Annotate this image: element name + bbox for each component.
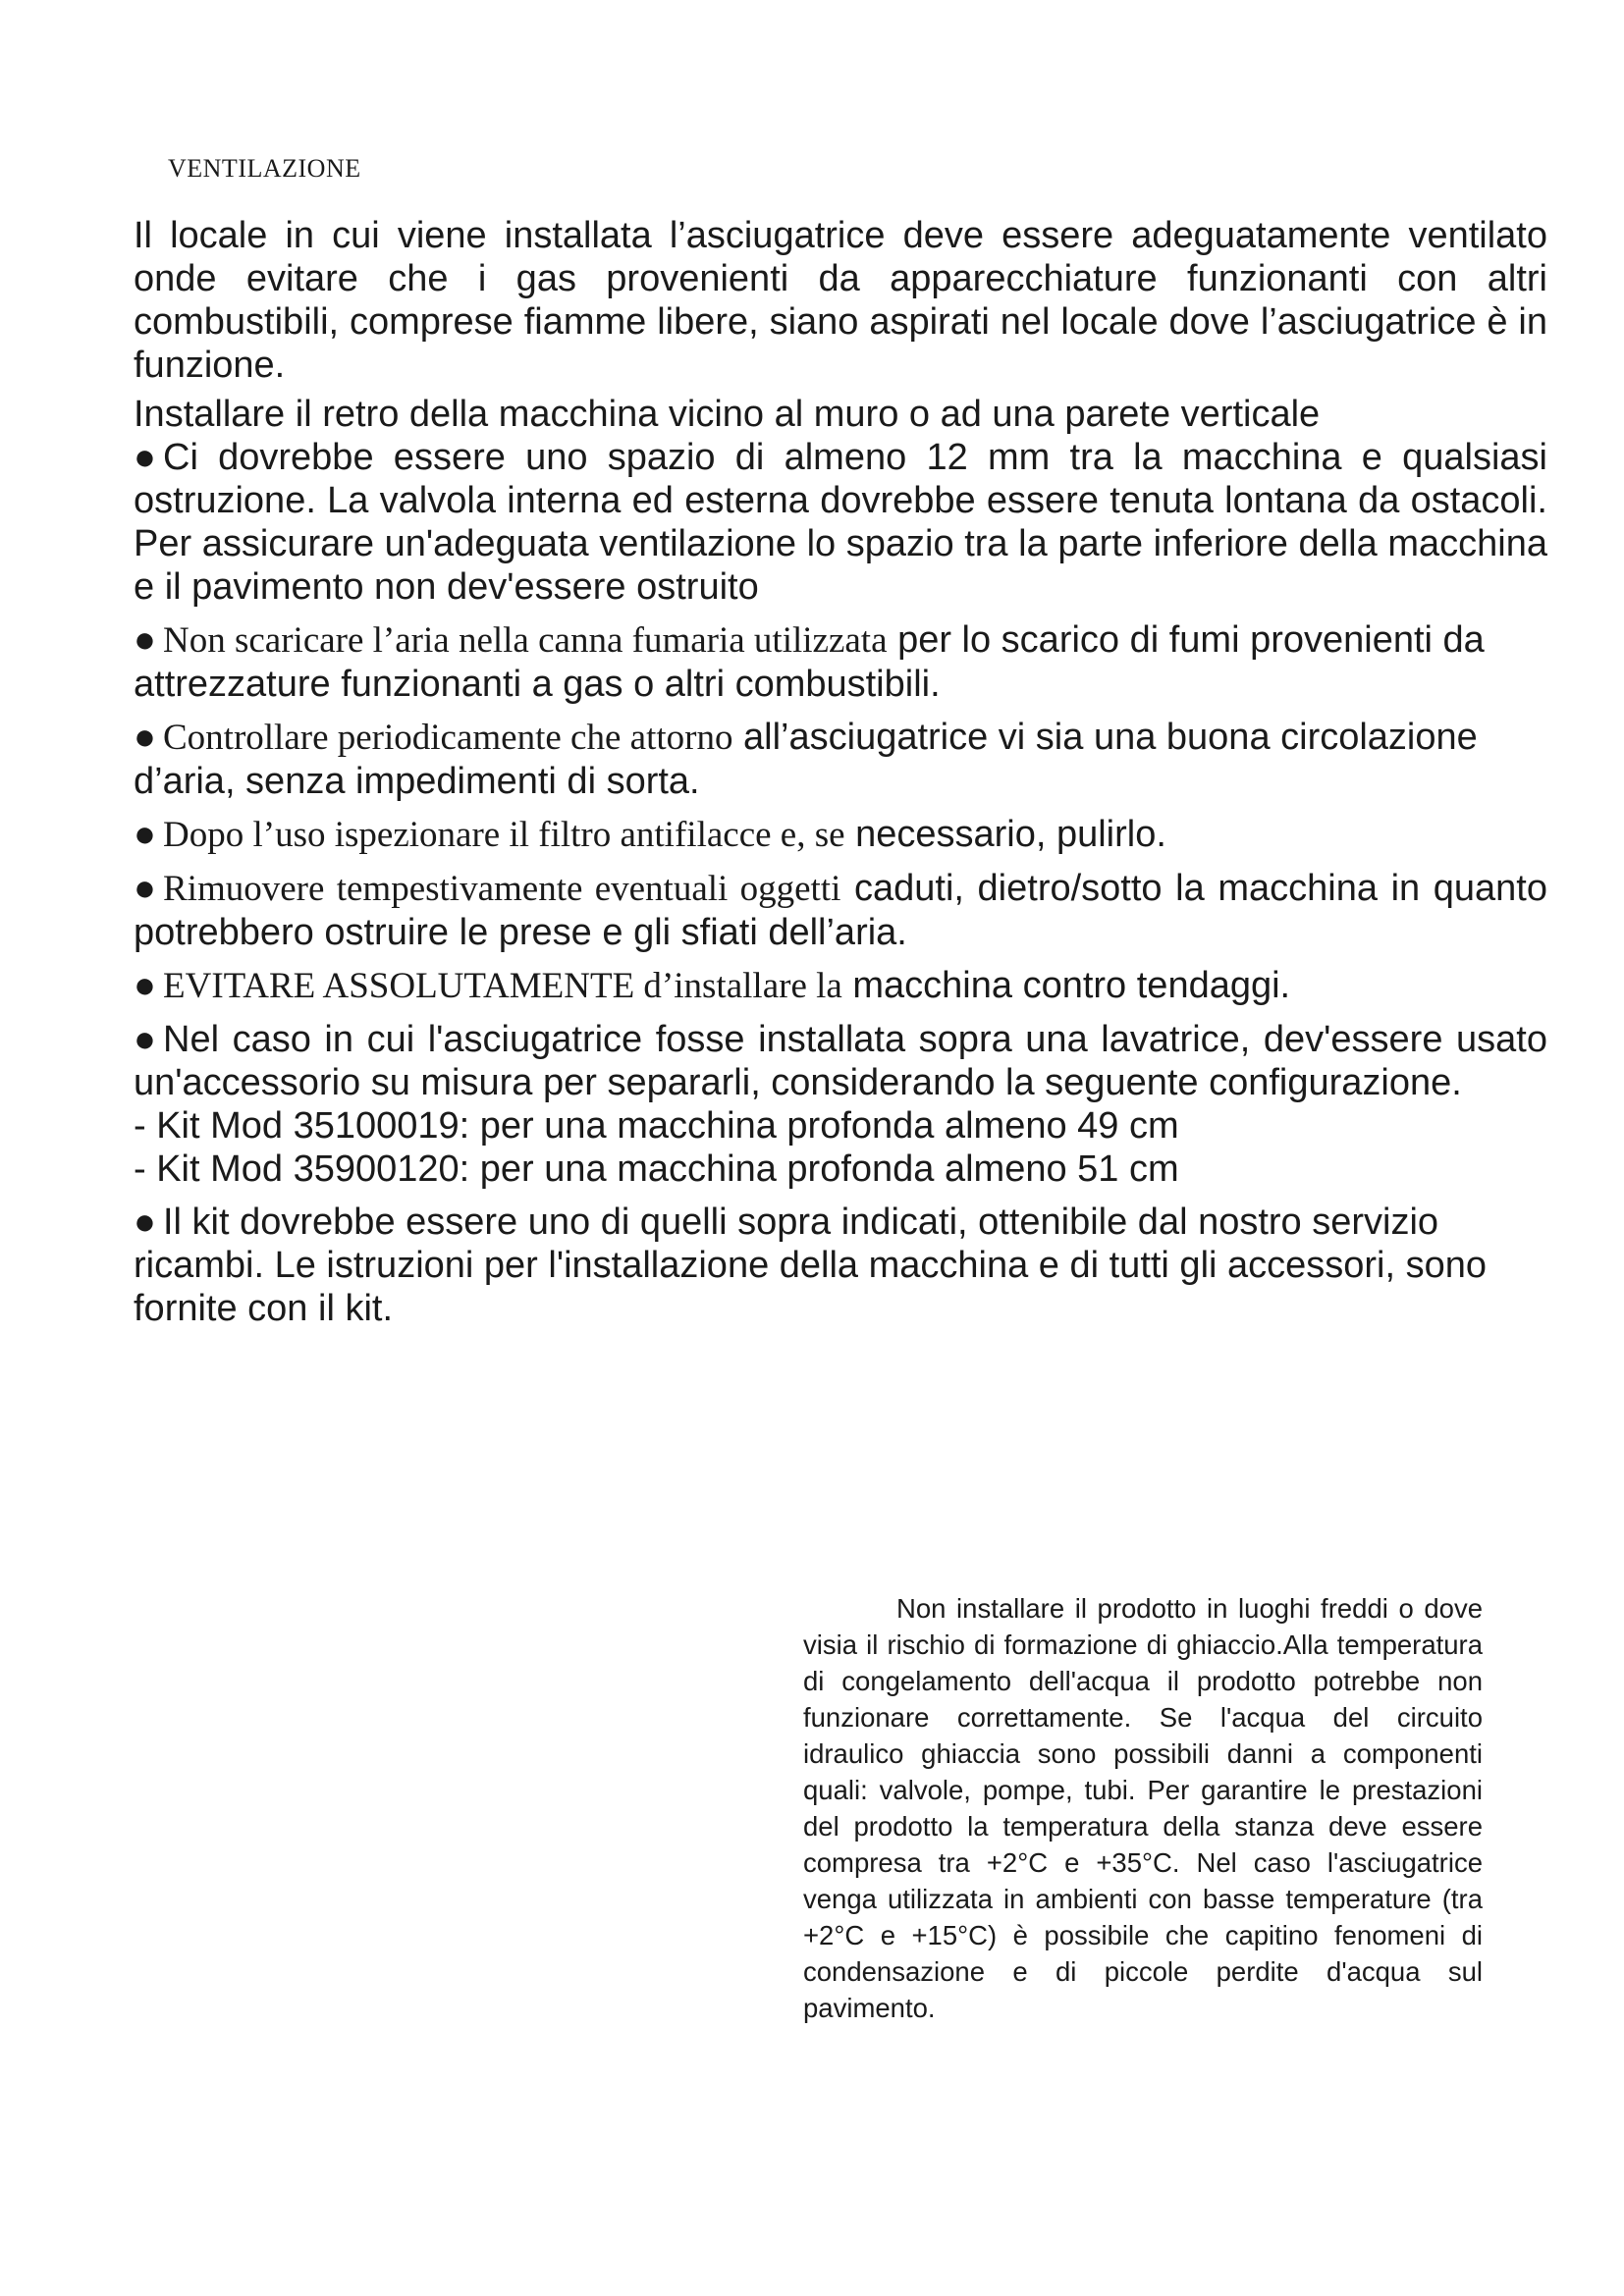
bullet-filter-text-b: necessario, pulirlo. — [844, 814, 1166, 855]
bullet-air-text-b: all’asciugatrice vi sia una buona circolazione d’aria, senza impedimenti di sorta. — [134, 717, 1478, 802]
bullet-icon: ● — [134, 868, 156, 909]
section-heading: VENTILAZIONE — [168, 154, 361, 183]
bullet-curtains-text-b: macchina contro tendaggi. — [841, 965, 1291, 1006]
bullet-flue-text-b: per lo scarico di fumi provenienti da attrezzature funzionanti a gas o altri combustibili. — [134, 619, 1485, 705]
bullet-curtains-text-a: EVITARE ASSOLUTAMENTE d’installare la — [163, 966, 842, 1006]
bullet-air — [134, 716, 1547, 803]
bullet-stack-text: Nel caso in cui l'asciugatrice fosse installata sopra una lavatrice, dev'essere usato un'accessorio su misura per separarli, considerando la seguente configurazione. — [134, 1019, 1547, 1103]
bullet-objects — [134, 867, 1547, 954]
bullet-icon: ● — [134, 1201, 156, 1243]
bullet-kit-info-text: Il kit dovrebbe essere uno di quelli sopra indicati, ottenibile dal nostro servizio ricambi. Le istruzioni per l'installazione della macchina e di tutti gli accessori, sono fornite con il kit. — [134, 1201, 1488, 1329]
bullet-flue — [134, 618, 1547, 706]
bullet-flue-text-a: Non scaricare l’aria nella canna fumaria utilizzata — [163, 620, 888, 661]
kit-line-1: - Kit Mod 35100019: per una macchina profonda almeno 49 cm — [134, 1105, 1179, 1147]
bullet-filter-text-a: Dopo l’uso ispezionare il filtro antifilacce e, se — [163, 815, 845, 855]
bullet-stack — [134, 1018, 1547, 1104]
bullet-kit-info — [134, 1201, 1547, 1330]
kit-line-2: - Kit Mod 35900120: per una macchina profonda almeno 51 cm — [134, 1148, 1179, 1190]
bullet-objects-text-b: caduti, dietro/sotto la macchina in quanto potrebbero ostruire le prese e gli sfiati dell’aria. — [134, 868, 1547, 953]
cold-environment-note — [803, 1590, 1483, 2026]
bullet-filter — [134, 813, 1547, 857]
bullet-icon: ● — [134, 1019, 156, 1060]
bullet-objects-text-a: Rimuovere tempestivamente eventuali oggetti — [163, 869, 841, 909]
install-instruction: Installare il retro della macchina vicino al muro o ad una parete verticale — [134, 394, 1321, 435]
bullet-curtains — [134, 964, 1547, 1008]
bullet-space-text: Ci dovrebbe essere uno spazio di almeno 12 mm tra la macchina e qualsiasi ostruzione. La valvola interna ed esterna dovrebbe essere tenuta lontana da ostacoli. Per assicurare un'adeguata ventilazione lo spazio tra la parte inferiore della macchina e il pavimento non dev'essere ostruito — [134, 437, 1547, 608]
bullet-icon: ● — [134, 814, 156, 855]
bullet-space — [134, 436, 1547, 609]
ventilation-content — [134, 214, 1547, 1330]
intro-paragraph: Il locale in cui viene installata l’asciugatrice deve essere adeguatamente ventilato onde evitare che i gas provenienti da apparecchiature funzionanti con altri combustibili, comprese fiamme libere, siano aspirati nel locale dove l’asciugatrice è in funzione. — [134, 215, 1547, 386]
note-text: Non installare il prodotto in luoghi freddi o dove visia il rischio di formazione di ghiaccio.Alla temperatura di congelamento dell'acqua il prodotto potrebbe non funzionare correttamente. Se l'acqua del circuito idraulico ghiaccia sono possibili danni a componenti quali: valvole, pompe, tubi. Per garantire le prestazioni del prodotto la temperatura della stanza deve essere compresa tra +2°C e +35°C. Nel caso l'asciugatrice venga utilizzata in ambienti con basse temperature (tra +2°C e +15°C) è possibile che capitino fenomeni di condensazione e di piccole perdite d'acqua sul pavimento. — [803, 1593, 1483, 2023]
bullet-air-text-a: Controllare periodicamente che attorno — [163, 718, 733, 758]
bullet-icon: ● — [134, 965, 156, 1006]
bullet-icon: ● — [134, 619, 156, 661]
bullet-icon: ● — [134, 717, 156, 758]
bullet-icon: ● — [134, 437, 156, 478]
